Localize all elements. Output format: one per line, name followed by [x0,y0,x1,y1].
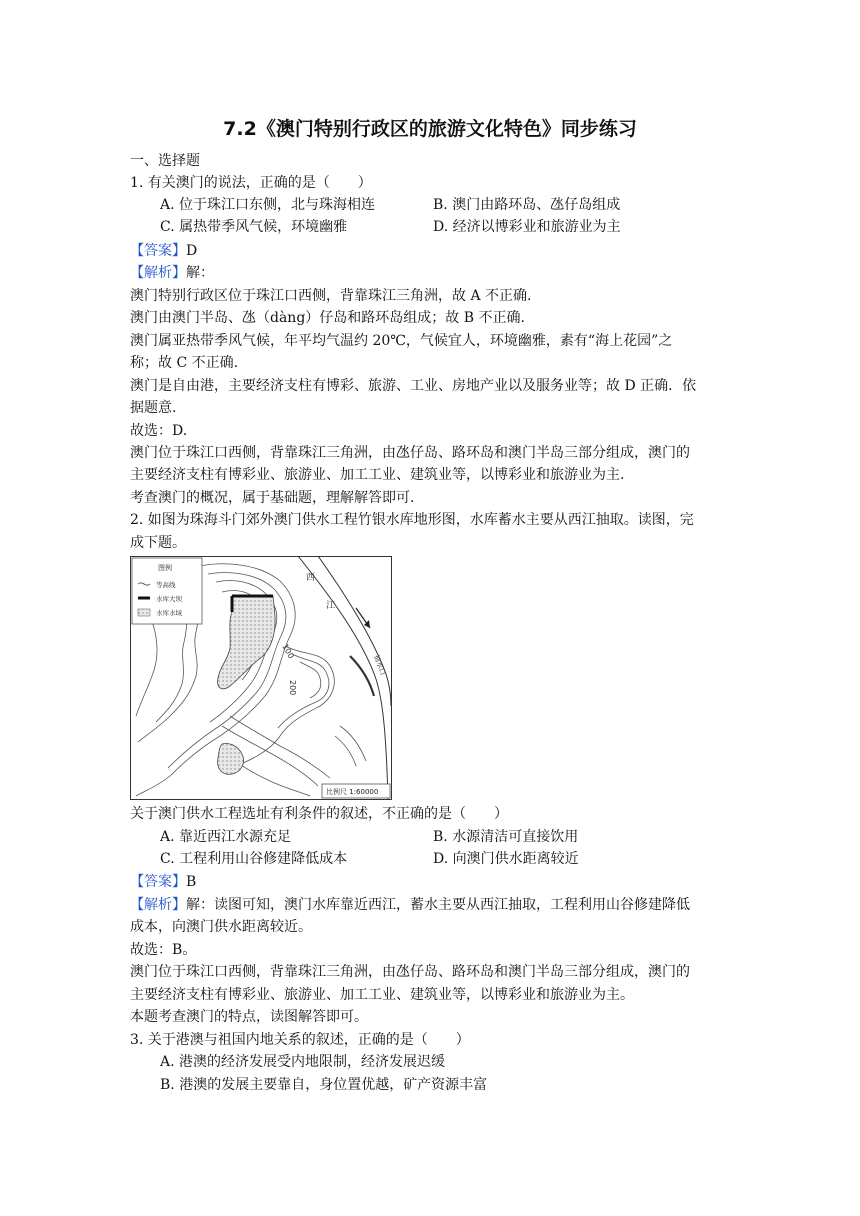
legend-item: 水库水域 [156,609,182,617]
q1-option-d: D. 经济以博彩业和旅游业为主 [433,219,621,235]
answer-value: B [186,874,197,890]
analysis-head-text: 解： [186,265,214,281]
reservoir-topographic-map [130,556,392,800]
q2-option-d: D. 向澳门供水距离较近 [433,851,579,867]
q1-option-b: B. 澳门由路环岛、氹仔岛组成 [433,197,621,213]
q1-analysis-line: 故选：D. [130,423,188,439]
q2-answer [130,871,196,893]
section-heading: 一、选择题 [130,153,200,169]
q2-analysis-line: 本题考查澳门的特点，读图解答即可。 [130,1009,368,1025]
q3-stem: 3. 关于港澳与祖国内地关系的叙述，正确的是（ ） [130,1032,470,1048]
q1-option-a: A. 位于珠江口东侧，北与珠海相连 [160,197,376,213]
q1-analysis-line: 主要经济支柱有博彩业、旅游业、加工工业、建筑业等，以博彩业和旅游业为主. [130,467,625,483]
q2-option-b: B. 水源清洁可直接饮用 [433,829,579,845]
analysis-text: 解：读图可知，澳门水库靠近西江，蓄水主要从西江抽取，工程利用山谷修建降低 [186,897,690,913]
contour-label-200: 200 [288,680,297,696]
q2-analysis-line: 澳门位于珠江口西侧，背靠珠江三角洲，由氹仔岛、路环岛和澳门半岛三部分组成，澳门的 [130,964,690,980]
legend-item: 水库大坝 [156,595,182,603]
analysis-tag: 【解析】 [130,265,186,281]
q2-analysis-line: 成本，向澳门供水距离较近。 [130,919,312,935]
map-legend [132,558,202,624]
legend-item: 等高线 [156,581,176,589]
answer-value: D [186,243,198,259]
q1-analysis-line: 考查澳门的概况，属于基础题，理解解答即可. [130,490,415,506]
outlet-label: 抽水口 [372,653,387,677]
q2-intro-line: 成下题。 [130,535,186,551]
q2-analysis-line: 主要经济支柱有博彩业、旅游业、加工工业、建筑业等，以博彩业和旅游业为主。 [130,987,634,1003]
q2-stem: 关于澳门供水工程选址有利条件的叙述，不正确的是（ ） [130,806,508,822]
answer-tag: 【答案】 [130,243,186,259]
river-label: 西 [306,573,316,583]
contour-label-100: 100 [280,642,296,661]
q1-analysis-line: 澳门由澳门半岛、氹（dàng）仔岛和路环岛组成；故 B 不正确. [130,310,525,326]
q1-analysis-head [130,262,214,284]
q1-analysis-line: 澳门位于珠江口西侧，背靠珠江三角洲，由氹仔岛、路环岛和澳门半岛三部分组成，澳门的 [130,445,690,461]
q2-option-c: C. 工程利用山谷修建降低成本 [160,851,348,867]
q1-option-c: C. 属热带季风气候，环境幽雅 [160,219,348,235]
river-label: 江 [326,601,336,611]
q2-analysis-line: 故选：B。 [130,942,197,958]
q1-analysis-line: 澳门特别行政区位于珠江口西侧，背靠珠江三角洲，故 A 不正确. [130,288,532,304]
q1-stem: 1. 有关澳门的说法，正确的是（ ） [130,175,372,191]
q1-answer [130,240,197,262]
q3-option-b: B. 港澳的发展主要靠自，身位置优越，矿产资源丰富 [160,1077,488,1093]
answer-tag: 【答案】 [130,874,186,890]
legend-title: 图例 [158,564,172,572]
q1-analysis-line: 据题意. [130,400,177,416]
q1-analysis-line: 澳门属亚热带季风气候，年平均气温约 20℃，气候宜人，环境幽雅，素有“海上花园”之 [130,333,673,349]
page-title: 7.2《澳门特别行政区的旅游文化特色》同步练习 [223,118,637,140]
q3-option-a: A. 港澳的经济发展受内地限制，经济发展迟缓 [160,1054,446,1070]
map-scale: 比例尺 1:60000 [326,788,379,796]
analysis-tag: 【解析】 [130,897,186,913]
q2-option-a: A. 靠近西江水源充足 [160,829,292,845]
water-legend-icon [138,609,150,616]
q2-intro-line: 2. 如图为珠海斗门郊外澳门供水工程竹银水库地形图，水库蓄水主要从西江抽取。读图，完 [130,512,694,528]
q1-analysis-line: 澳门是自由港，主要经济支柱有博彩、旅游、工业、房地产业以及服务业等；故 D 正确．依 [130,378,697,394]
q2-analysis-line [130,894,690,916]
q1-analysis-line: 称；故 C 不正确. [130,355,239,371]
